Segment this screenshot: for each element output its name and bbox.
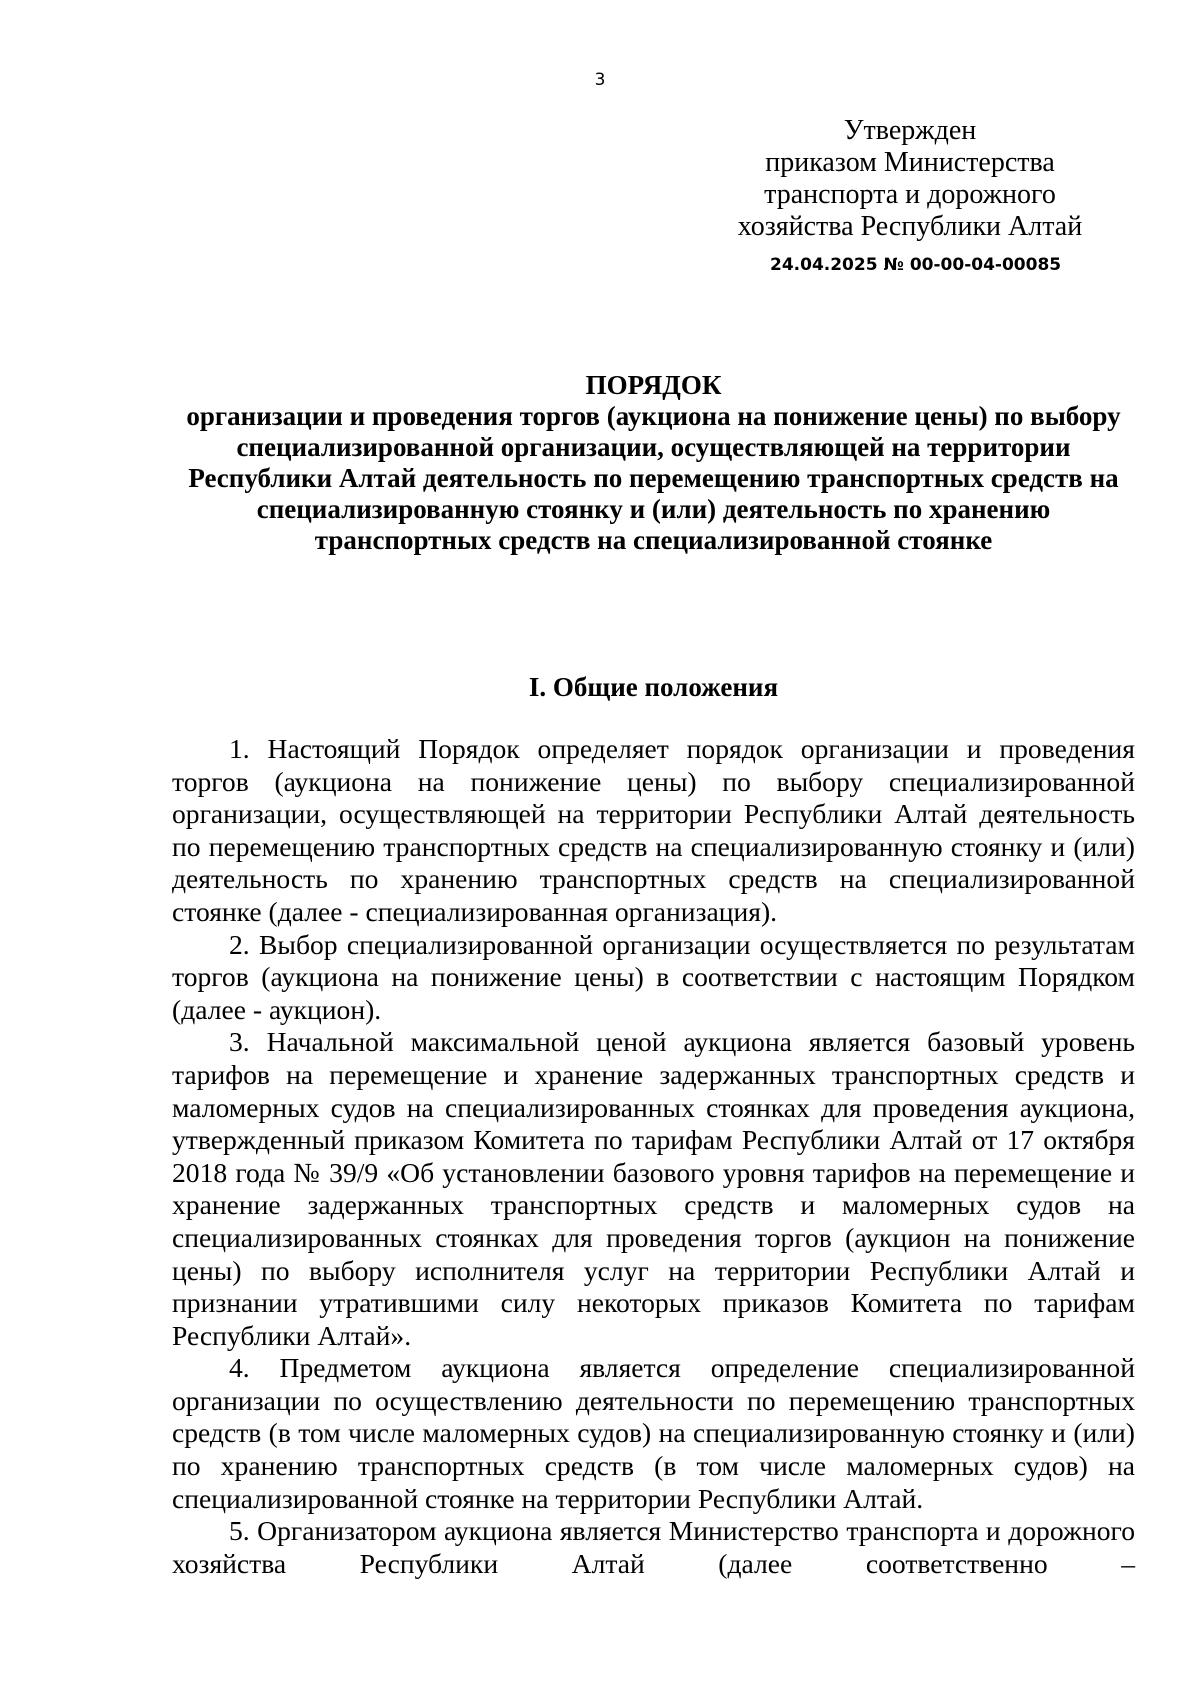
approval-block [690,115,1130,277]
title-subtitle: организации и проведения торгов (аукциона на понижение цены) по выбору специализированной организации, осуществляющей на территории Республики Алтай деятельность по перемещению транспортных средств на специализированную стоянку и (или) деятельность по хранению транспортных средств на специализированной стоянке [186,401,1121,555]
paragraph: 1. Настоящий Порядок определяет порядок организации и проведения торгов (аукциона на понижение цены) по выбору специализированной организации, осуществляющей на территории Республики Алтай деятельность по перемещению транспортных средств на специализированную стоянку и (или) деятельность по хранению транспортных средств на специализированной стоянке (далее - специализированная организация). [172,733,1135,927]
approval-line: хозяйства Республики Алтай [737,211,1083,242]
approval-order-number: 24.04.2025 № 00-00-04-00085 [770,255,1062,275]
section-heading: I. Общие положения [528,672,779,702]
page-number: 3 [594,70,606,90]
paragraph: 5. Организатором аукциона является Министерство транспорта и дорожного хозяйства Республики Алтай (далее соответственно – [172,1515,1135,1579]
approval-line: приказом Министерства [765,147,1055,178]
document-body [172,733,1135,1580]
approval-line: Утвержден [843,115,977,146]
paragraph: 2. Выбор специализированной организации осуществляется по результатам торгов (аукциона на понижение цены) в соответствии с настоящим Порядком (далее - аукцион). [172,928,1135,1025]
paragraph: 4. Предметом аукциона является определение специализированной организации по осуществлению деятельности по перемещению транспортных средств (в том числе маломерных судов) на специализированную стоянку и (или) по хранению транспортных средств (в том числе маломерных судов) на специализированной стоянке на территории Республики Алтай. [172,1352,1135,1514]
approval-line: транспорта и дорожного [764,179,1056,210]
title-main: ПОРЯДОК [585,370,722,400]
document-title [172,370,1135,556]
paragraph: 3. Начальной максимальной ценой аукциона является базовый уровень тарифов на перемещение и хранение задержанных транспортных средств и маломерных судов на специализированных стоянках для проведения аукциона, утвержденный приказом Комитета по тарифам Республики Алтай от 17 октября 2018 года № 39/9 «Об установлении базового уровня тарифов на перемещение и хранение задержанных транспортных средств и маломерных судов на специализированных стоянках для проведения торгов (аукцион на понижение цены) по выбору исполнителя услуг на территории Республики Алтай и признании утратившими силу некоторых приказов Комитета по тарифам Республики Алтай». [172,1026,1135,1351]
